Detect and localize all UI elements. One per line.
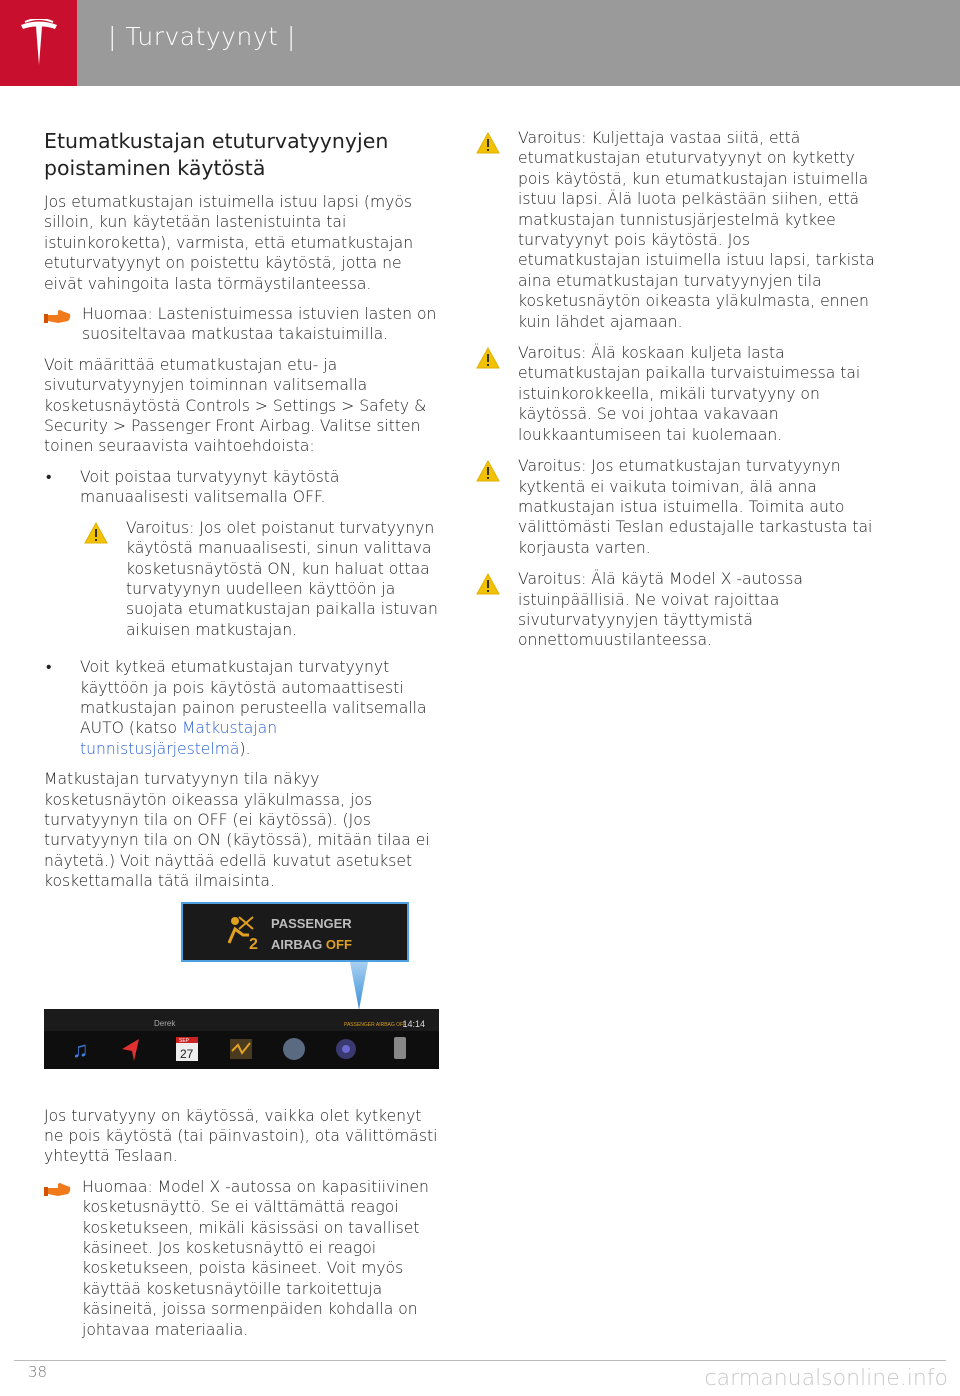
occupant-detection-link[interactable]: Matkustajan tunnistusjärjestelmä — [80, 719, 278, 758]
list-item — [44, 467, 439, 651]
warning-text: Varoitus: Älä käytä Model X -autossa istuinpäällisiä. Ne voivat rajoittaa sivuturvatyynyjen täyttymistä onnettomuustilanteessa. — [518, 570, 803, 650]
warning-text: Varoitus: Älä koskaan kuljeta lasta etumatkustajan paikalla turvaistuimessa tai istuinkorokkeella, mikäli turvatyyny on käytössä. Se voi johtaa vakavaan loukkaantumiseen tai kuolemaan. — [518, 344, 861, 444]
pointer-arrow-icon — [347, 962, 371, 1012]
mini-airbag-indicator[interactable]: PASSENGER AIRBAG OFF — [344, 1021, 407, 1028]
note-child-seating — [44, 304, 439, 345]
paragraph-contact: Jos turvatyyny on käytössä, vaikka olet kytkenyt ne pois käytöstä (tai päinvastoin), ota välittömästi yhteyttä Teslaan. — [44, 1106, 438, 1166]
popup-off-label: OFF — [325, 936, 352, 952]
warning-seat-covers — [476, 569, 876, 651]
warning-triangle-icon — [476, 573, 500, 595]
option-auto-text: Voit kytkeä etumatkustajan turvatyynyt käyttöön ja pois käytöstä automaattisesti matkustajan painon perusteella valitsemalla AUTO (katso — [80, 658, 427, 738]
warning-text: Varoitus: Kuljettaja vastaa siitä, että etumatkustajan etuturvatyynyt on kytketty pois käytöstä, kun etumatkustajan istuimella istuu lapsi. Älä luota pelkästään siihen, että matkustajan tunnistusjärjestelmä kytkee turvatyynyt pois käytöstä. Jos etumatkustajan istuimella istuu lapsi, tarkista aina etumatkustajan turvatyynyjen tila kosketusnäytön oikeasta yläkulmasta, ennen kuin lähdet ajamaan. — [518, 129, 875, 331]
right-column — [476, 128, 876, 662]
warning-driver-responsibility — [476, 128, 876, 332]
list-item — [44, 657, 439, 759]
airbag-status-popup[interactable] — [181, 902, 409, 962]
watermark: carmanualsonline.info — [704, 1366, 948, 1391]
section-heading: Etumatkustajan etuturvatyynyjen poistaminen käytöstä — [44, 129, 389, 180]
footer-divider — [14, 1360, 946, 1361]
option-off-text: Voit poistaa turvatyynyt käytöstä manuaalisesti valitsemalla OFF. — [80, 467, 340, 507]
section-title: | Turvatyynyt | — [108, 22, 296, 51]
note-hand-icon — [44, 306, 72, 326]
app-icons-row — [44, 1031, 439, 1069]
tesla-logo-box — [0, 0, 77, 86]
page-number: 38 — [28, 1363, 48, 1381]
popup-line-1: PASSENGER — [271, 915, 352, 931]
driver-profile[interactable]: Derek — [154, 1018, 176, 1028]
svg-text:SEP: SEP — [179, 1037, 190, 1044]
airbag-status-figure — [44, 902, 439, 1092]
paragraph-settings: Voit määrittää etumatkustajan etu- ja sivuturvatyynyjen toiminnan valitsemalla kosketusnäytöstä Controls > Settings > Safety & Security > Passenger Front Airbag. Valitse sitten toinen seuraavista vaihtoehdoista: — [44, 355, 427, 456]
warning-triangle-icon — [84, 522, 108, 544]
energy-icon — [230, 1039, 252, 1059]
airbag-off-icon — [223, 913, 263, 953]
note-text: Huomaa: Lastenistuimessa istuvien lasten on suositeltavaa matkustaa takaistuimilla. — [82, 305, 437, 344]
paragraph-status: Matkustajan turvatyynyn tila näkyy kosketusnäytön oikeassa yläkulmassa, jos turvatyynyn tila on OFF (ei käytössä). (Jos turvatyynyn tila on ON (käytössä), mitään tilaa ei näytetä.) Voit näyttää edellä kuvatut asetukset koskettamalla tätä ilmaisinta. — [44, 770, 430, 891]
warning-triangle-icon — [476, 460, 500, 482]
bullet: • — [46, 658, 52, 677]
warning-triangle-icon — [476, 132, 500, 154]
warning-text: Varoitus: Jos olet poistanut turvatyynyn käytöstä manuaalisesti, sinun valittava kosketusnäytöstä ON, kun haluat ottaa turvatyynyn uudelleen käyttöön ja suojata etumatkustajan paikalla istuvan aikuisen matkustajan. — [126, 518, 438, 639]
page-header — [0, 0, 960, 86]
web-icon — [283, 1038, 305, 1060]
tesla-logo-icon — [17, 19, 61, 67]
note-capacitive — [44, 1177, 439, 1340]
note-hand-icon — [44, 1179, 72, 1199]
media-icon — [72, 1038, 89, 1063]
warning-manual-off — [84, 518, 439, 640]
clock: 14:14 — [402, 1018, 425, 1029]
svg-text:2: 2 — [249, 935, 258, 953]
calendar-icon — [176, 1037, 198, 1061]
warning-triangle-icon — [476, 347, 500, 369]
svg-text:27: 27 — [180, 1046, 194, 1061]
option-list — [44, 467, 439, 759]
popup-line-2: AIRBAG — [271, 936, 326, 952]
phone-icon — [394, 1037, 406, 1059]
warning-child-seat — [476, 343, 876, 445]
warning-malfunction — [476, 456, 876, 558]
nav-icon — [122, 1039, 139, 1061]
paragraph-intro: Jos etumatkustajan istuimella istuu lapsi (myös silloin, kun käytetään lastenistuinta tai istuinkoroketta), varmista, että etumatkustajan etuturvatyynyt on poistettu käytöstä, jotta ne eivät vahingoita lasta törmäystilanteessa. — [44, 193, 414, 293]
bullet: • — [46, 467, 52, 486]
touchscreen-status-bar — [44, 1009, 439, 1069]
option-auto-end: ). — [239, 739, 251, 758]
camera-icon — [336, 1039, 356, 1059]
svg-text:♫: ♫ — [72, 1037, 89, 1063]
note-text: Huomaa: Model X -autossa on kapasitiivinen kosketusnäyttö. Se ei välttämättä reagoi kosketukseen, mikäli käsissäsi on tavalliset käsineet. Jos kosketusnäyttö ei reagoi kosketukseen, poista käsineet. Voit myös käyttää kosketusnäytöille tarkoitettuja käsineitä, joissa sormenpäiden kohdalla on johtavaa materiaalia. — [82, 1177, 429, 1339]
warning-text: Varoitus: Jos etumatkustajan turvatyynyn kytkentä ei vaikuta toimivan, älä anna matkustajan istua istuimella. Toimita auto välittömästi Teslan edustajalle tarkastusta tai korjausta varten. — [518, 457, 873, 557]
left-column — [44, 128, 439, 1350]
